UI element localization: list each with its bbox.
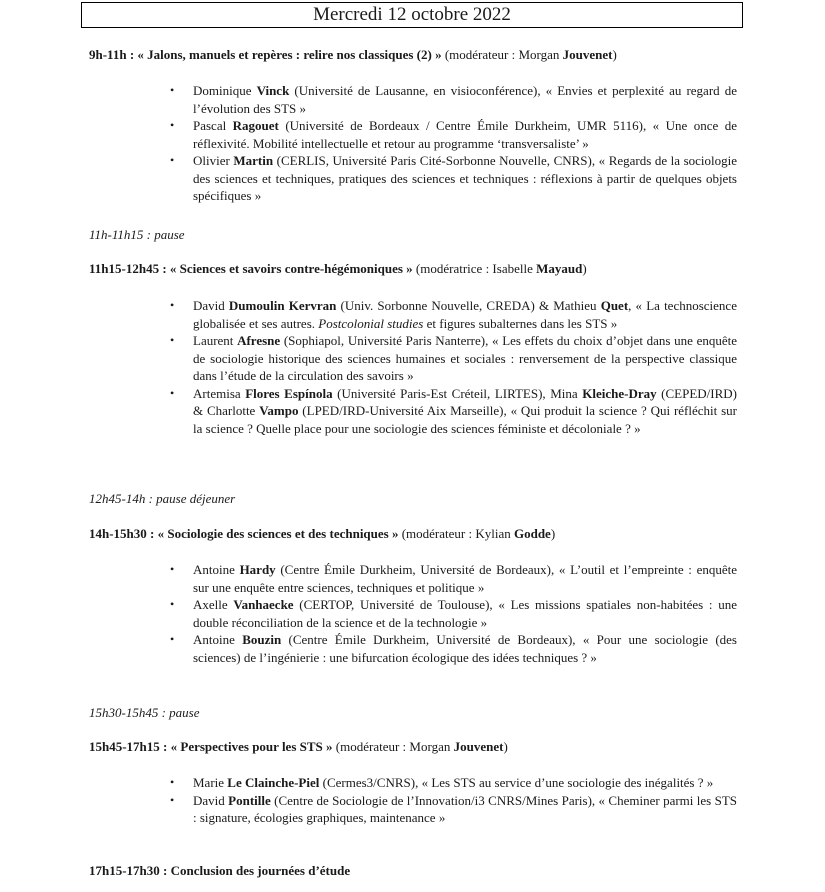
bullet-icon: • [170, 83, 175, 97]
list-item: • Antoine Hardy (Centre Émile Durkheim, Université de Bordeaux), « L’outil et l’empreinte : enquête sur une enquête entre sciences, techniques et politique » [170, 562, 737, 595]
moderator-suffix: ) [503, 739, 508, 754]
session-time: 9h-11h : [89, 47, 138, 62]
conclusion: 17h15-17h30 : Conclusion des journées d’étude [89, 863, 351, 878]
session-time: 14h-15h30 : [89, 526, 158, 541]
session-1-talks [170, 82, 737, 205]
date-title: Mercredi 12 octobre 2022 [313, 4, 511, 25]
break-3: 15h30-15h45 : pause [89, 705, 200, 720]
list-item: • Artemisa Flores Espínola (Université Paris-Est Créteil, LIRTES), Mina Kleiche-Dray (CEPED/IRD) & Charlotte Vampo (LPED/IRD-Université Aix Marseille), « Qui produit la science ? Qui réfléchit sur la science ? Quelle place pour une sociologie des sciences féministe et décoloniale ? » [170, 385, 737, 436]
list-item: • Olivier Martin (CERLIS, Université Paris Cité-Sorbonne Nouvelle, CNRS), « Regards de la sociologie des sciences et techniques, pratiques des sciences et techniques : réflexions à partir de quelques objets spécifiques » [170, 153, 738, 203]
session-title: « Sciences et savoirs contre-hégémoniques » [169, 261, 413, 276]
session-4-heading [89, 738, 739, 756]
date-header [81, 2, 743, 28]
session-3-heading [89, 525, 739, 543]
session-2-heading [89, 260, 739, 278]
moderator-name: Mayaud [536, 261, 583, 276]
bullet-icon: • [170, 333, 175, 347]
bullet-icon: • [170, 298, 175, 312]
moderator-prefix: (modérateur : Morgan [441, 47, 563, 62]
bullet-icon: • [170, 562, 175, 576]
session-title: « Perspectives pour les STS » [170, 739, 333, 754]
session-4-talks [170, 774, 737, 827]
session-time: 15h45-17h15 : [89, 739, 171, 754]
list-item: • David Dumoulin Kervran (Univ. Sorbonne Nouvelle, CREDA) & Mathieu Quet, « La technoscience globalisée et ses autres. Postcolonial studies et figures subalternes dans les STS » [170, 298, 737, 331]
moderator-suffix: ) [582, 261, 587, 276]
session-1-heading [89, 46, 739, 64]
moderator-suffix: ) [612, 47, 617, 62]
bullet-icon: • [170, 632, 175, 646]
list-item: • Dominique Vinck (Université de Lausanne, en visioconférence), « Envies et perplexité au regard de l’évolution des STS » [170, 83, 737, 116]
list-item: • Marie Le Clainche-Piel (Cermes3/CNRS), « Les STS au service d’une sociologie des inégalités ? » [170, 775, 714, 790]
session-2-talks [170, 297, 737, 437]
bullet-icon: • [170, 792, 175, 807]
moderator-prefix: (modérateur : Kylian [398, 526, 514, 541]
break-1: 11h-11h15 : pause [89, 227, 185, 242]
list-item: • Axelle Vanhaecke (CERTOP, Université de Toulouse), « Les missions spatiales non-habitées : une double réconciliation de la science et de la technologie » [170, 597, 737, 630]
session-3-talks [170, 561, 737, 666]
bullet-icon: • [170, 597, 175, 611]
list-item: • Pascal Ragouet (Université de Bordeaux / Centre Émile Durkheim, UMR 5116), « Une once de réflexivité. Mobilité intellectuelle et retour au programme ‘transversaliste’ » [170, 118, 737, 151]
list-item: • David Pontille (Centre de Sociologie de l’Innovation/i3 CNRS/Mines Paris), « Cheminer parmi les STS : signature, écologies graphiques, maintenance » [170, 792, 737, 825]
list-item: • Antoine Bouzin (Centre Émile Durkheim, Université de Bordeaux), « Pour une sociologie (des sciences) de l’ingénierie : une bifurcation écologique des idées techniques ? » [170, 632, 737, 665]
moderator-prefix: (modératrice : Isabelle [412, 261, 537, 276]
moderator-prefix: (modérateur : Morgan [332, 739, 454, 754]
session-time: 11h15-12h45 : [89, 261, 170, 276]
moderator-name: Jouvenet [453, 739, 504, 754]
moderator-suffix: ) [550, 526, 556, 541]
session-title: « Jalons, manuels et repères : relire nos classiques (2) » [137, 47, 442, 62]
bullet-icon: • [170, 385, 175, 400]
break-2: 12h45-14h : pause déjeuner [89, 491, 236, 506]
bullet-icon: • [170, 775, 175, 789]
list-item: • Laurent Afresne (Sophiapol, Université Paris Nanterre), « Les effets du choix d’objet dans une enquête de sociologie historique des sciences humaines et sociales : renversement de la perspective classique dans l’étude de la circulation des savoirs » [170, 333, 737, 383]
session-title: « Sociologie des sciences et des techniques » [157, 526, 399, 541]
moderator-name: Godde [513, 526, 551, 541]
bullet-icon: • [170, 118, 175, 132]
bullet-icon: • [170, 153, 175, 167]
moderator-name: Jouvenet [562, 47, 613, 62]
